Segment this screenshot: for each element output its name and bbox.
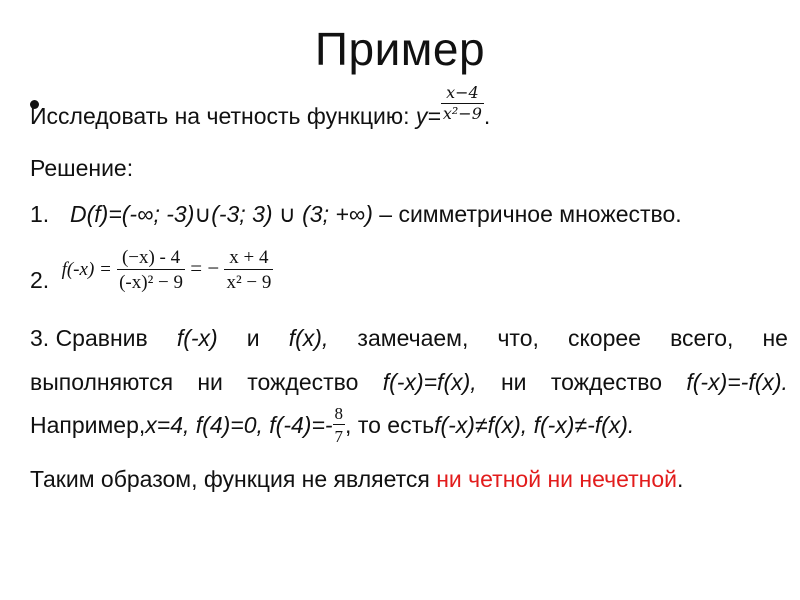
step3-word: тождество	[247, 369, 359, 395]
step3-word: не	[762, 325, 788, 351]
step3-word: ни	[197, 369, 223, 395]
conclusion-line	[30, 468, 683, 491]
step2-fraction-2-numerator: x + 4	[224, 248, 273, 270]
step3-word: тождество	[550, 369, 663, 395]
example-fraction-denominator: 7	[334, 427, 344, 446]
step3-word: f(-x)=-f(x).	[686, 369, 788, 395]
step3-word: замечаем,	[357, 325, 469, 351]
step3-word: и	[246, 325, 260, 351]
step3-word: скорее	[567, 325, 641, 351]
step3-row-1	[30, 325, 788, 352]
step3-word: выполняются	[30, 369, 174, 395]
step3-word: f(-x)	[176, 325, 218, 351]
task-fraction	[441, 85, 484, 122]
conclusion-highlight: ни четной ни нечетной	[436, 466, 678, 492]
step3-word: 3. Сравнив	[30, 325, 148, 351]
example-line	[30, 405, 634, 445]
step1-text: – симметричное множество.	[372, 201, 682, 227]
example-math: x=4, f(4)=0, f(-4)=-	[145, 411, 333, 438]
step1-line	[30, 203, 682, 226]
step3-word: ни	[500, 369, 527, 395]
example-end: f(-x)≠f(x), f(-x)≠-f(x).	[434, 411, 635, 438]
step2-fraction-1-denominator: (-x)² − 9	[119, 271, 183, 293]
task-fraction-numerator: x−4	[441, 85, 484, 104]
step3-word: что,	[497, 325, 539, 351]
conclusion-suffix: .	[677, 466, 684, 492]
example-mid: , то есть	[345, 411, 435, 438]
step2-fraction-1	[117, 248, 185, 292]
step1-number: 1.	[30, 201, 50, 227]
example-fraction	[333, 405, 346, 445]
step3-word: всего,	[670, 325, 734, 351]
step2-fraction-1-numerator: (−x) - 4	[117, 248, 185, 270]
slide-title: Пример	[314, 23, 486, 75]
step2-line	[30, 247, 273, 292]
task-y-label: y=	[415, 103, 441, 129]
step1-domain: D(f)=(-∞; -3)∪(-3; 3) ∪ (3; +∞)	[70, 201, 373, 227]
example-prefix: Например,	[30, 411, 146, 438]
step3-word: f(x),	[288, 325, 329, 351]
solution-label: Решение:	[30, 155, 134, 181]
step3-row-2	[30, 369, 788, 396]
task-line	[30, 83, 491, 129]
step2-fraction-2	[224, 248, 273, 292]
task-text: Исследовать на четность функцию:	[30, 103, 416, 129]
example-fraction-numerator: 8	[334, 404, 344, 423]
task-period: .	[483, 103, 491, 129]
task-fraction-denominator: x²−9	[442, 104, 482, 124]
step2-fraction-2-denominator: x² − 9	[226, 271, 272, 293]
step2-lhs: f(-x) =	[61, 258, 112, 280]
step2-equals: = −	[190, 255, 220, 280]
step2-number: 2.	[30, 267, 50, 293]
step3-word: f(-x)=f(x),	[382, 369, 477, 395]
conclusion-prefix: Таким образом, функция не является	[30, 466, 437, 492]
step2-formula	[62, 248, 274, 292]
